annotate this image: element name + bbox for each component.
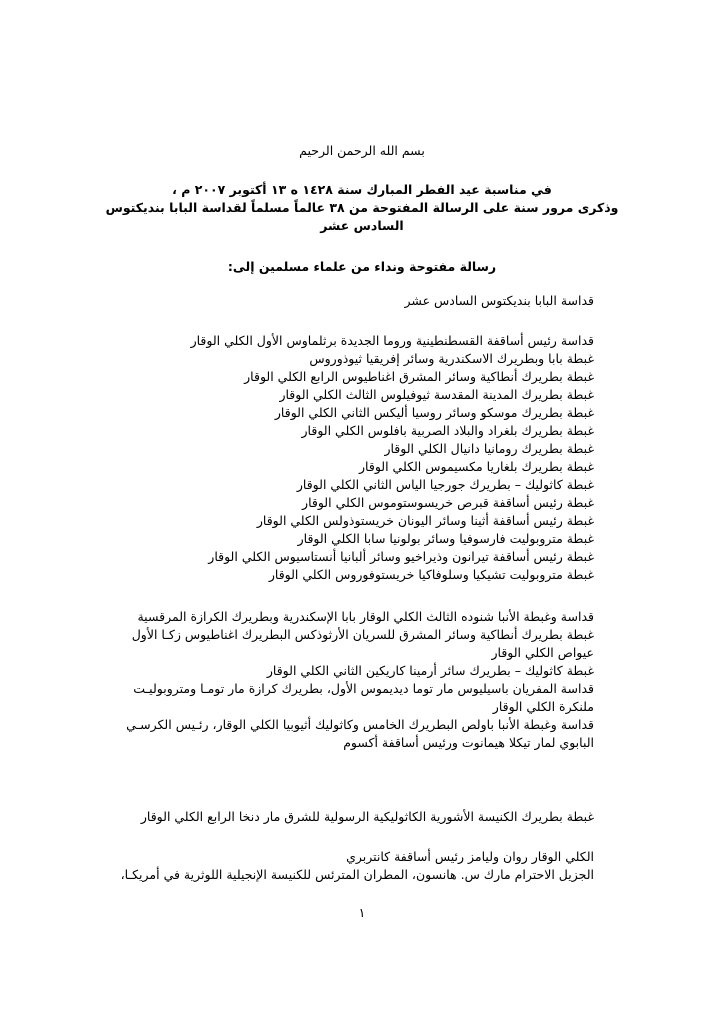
- recipient-line: غبطة بطريرك المدينة المقدسة ثيوفيلوس الثالث الكلي الوقار: [279, 387, 594, 402]
- recipient-line: قداسة رئيس أساقفة القسطنطينية وروما الجديدة برثلماوس الأول الكلي الوقار: [190, 333, 594, 348]
- letter-title: رسالة مفتوحة ونداء من علماء مسلمين إلى:: [227, 259, 497, 274]
- recipient-line: عيواص الكلي الوقار: [491, 645, 594, 660]
- page-number: ١: [358, 905, 366, 920]
- recipient-line: غبطة متروبوليت فارسوفيا وسائر بولونيا سابا الكلي الوقار: [297, 531, 594, 546]
- recipient-line: ملنكرة الكلي الوقار: [492, 699, 594, 714]
- recipient-line: غبطة متروبوليت تشيكيا وسلوفاكيا خريستوفوروس الكلي الوقار: [268, 567, 594, 582]
- recipient-assyrian: غبطة بطريرك الكنيسة الأشورية الكاثوليكية الرسولية للشرق مار دنخا الرابع الكلي الوقار: [140, 809, 594, 824]
- recipient-line: قداسة وغبطة الأنبا شنوده الثالث الكلي الوقار بابا الإسكندرية وبطريرك الكرازة المرقسية: [137, 609, 594, 624]
- recipient-line: غبطة بابا وبطريرك الاسكندرية وسائر إفريقيا ثيوذوروس: [309, 351, 594, 366]
- recipient-line: غبطة رئيس أساقفة تيرانون وذيراخيو وسائر ألبانيا أنستاسيوس الكلي الوقار: [208, 549, 594, 564]
- occasion-line-1: في مناسبة عيد الفطر المبارك سنة ١٤٢٨ ه ١٣ أكتوبر ٢٠٠٧ م ،: [172, 182, 552, 197]
- recipient-line: البابوي لمار تيكلا هيمانوت ورئيس أساقفة أكسوم: [343, 735, 594, 750]
- recipient-line: قداسة وغبطة الأنبا باولص البطريرك الخامس وكاثوليك أثيوبيا الكلي الوقار، رئـيس الكرسـي: [126, 717, 594, 732]
- recipient-line: غبطة بطريرك رومانيا دانيال الكلي الوقار: [384, 441, 594, 456]
- recipient-line: قداسة المفريان باسيليوس مار توما ديديموس الأول، بطريرك كرازة مار تومـا ومتروبوليـت: [133, 681, 594, 696]
- recipient-line: غبطة بطريرك أنطاكية وسائر المشرق اغناطيوس الرابع الكلي الوقار: [244, 369, 594, 384]
- recipient-line: الكلي الوقار روان وليامز رئيس أساقفة كانتربري: [346, 849, 594, 864]
- basmala: بسم الله الرحمن الرحيم: [299, 143, 425, 158]
- recipient-line: غبطة كاثوليك – بطريرك سائر أرمينا كاريكين الثاني الكلي الوقار: [266, 663, 594, 678]
- recipient-line: غبطة رئيس أساقفة أثينا وسائر اليونان خريستوذولس الكلي الوقار: [256, 513, 594, 528]
- recipient-line: غبطة رئيس أساقفة قبرص خريسوستوموس الكلي الوقار: [302, 495, 594, 510]
- recipient-line: غبطة بطريرك بلغراد والبلاد الصربية بافلوس الكلي الوقار: [301, 423, 594, 438]
- occasion-line-3: السادس عشر: [320, 218, 404, 233]
- recipient-line: الجزيل الاحترام مارك س. هانسون، المطران المترئس للكنيسة الإنجيلية اللوثرية في أمريكـا،: [120, 867, 594, 882]
- recipient-line: غبطة بطريرك بلغاريا مكسيموس الكلي الوقار: [359, 459, 594, 474]
- occasion-line-2: وذكرى مرور سنة على الرسالة المفتوحة من ٣٨ عالماً مسلماً لقداسة البابا بنديكتوس: [105, 200, 619, 215]
- recipient-line: غبطة بطريرك أنطاكية وسائر المشرق للسريان الأرثوذكس البطريرك اغناطيوس زكـا الأول: [131, 627, 594, 642]
- recipient-pope: قداسة البابا بنديكتوس السادس عشر: [404, 293, 594, 308]
- recipient-line: غبطة بطريرك موسكو وسائر روسيا أليكس الثاني الكلي الوقار: [274, 405, 594, 420]
- recipient-line: غبطة كاثوليك – بطريرك جورجيا الياس الثاني الكلي الوقار: [296, 477, 594, 492]
